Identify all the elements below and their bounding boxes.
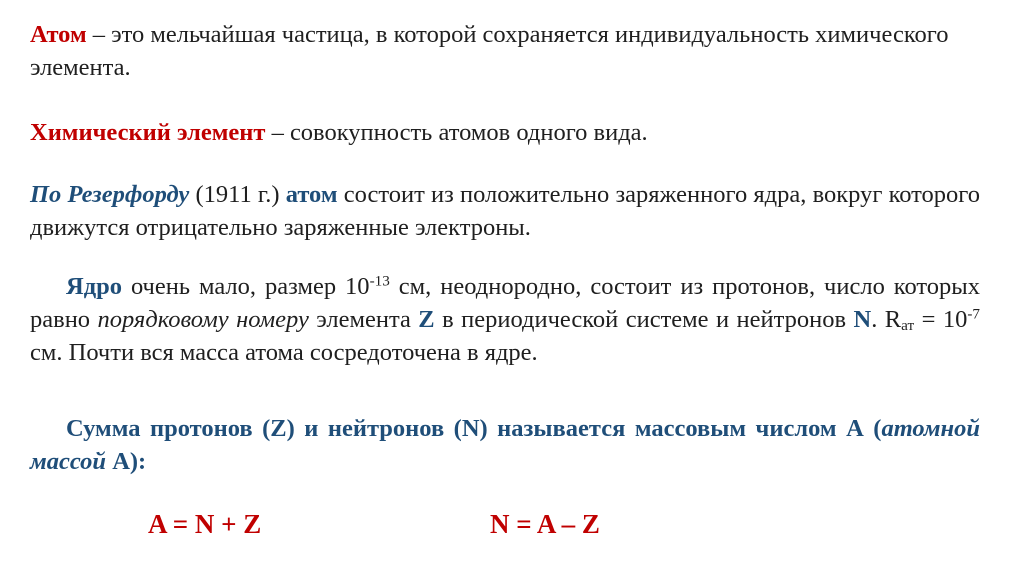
- rutherford-atom: атом: [285, 181, 338, 208]
- mass-number-text-2: А):: [106, 448, 147, 475]
- nucleus-text-2: см, неоднородно, состоит из протонов, число которых равно: [30, 273, 980, 333]
- radius-subscript: ат: [901, 317, 915, 335]
- atomic-mass-term: атомной массой: [30, 415, 980, 475]
- nucleus-text-6: = 10: [914, 306, 968, 333]
- rutherford-text: состоит из положительно заряженного ядра, вокруг которого движутся отрицательно заряженные электроны.: [30, 181, 980, 241]
- element-definition-text: – совокупность атомов одного вида.: [265, 119, 648, 146]
- nucleus-paragraph: [30, 270, 980, 369]
- rutherford-paragraph: [30, 178, 980, 244]
- atom-term: Атом: [30, 21, 87, 48]
- symbol-n: N: [853, 306, 872, 333]
- formula-a: A = N + Z: [148, 509, 262, 539]
- symbol-z: Z: [418, 306, 435, 333]
- nucleus-text-1: очень мало, размер 10: [121, 273, 370, 300]
- element-term: Химический элемент: [30, 119, 266, 146]
- nucleus-term: Ядро: [66, 273, 122, 300]
- nucleus-text-5: . R: [871, 306, 902, 333]
- nucleus-text-4: в периодической системе и нейтронов: [434, 306, 854, 333]
- atom-definition-text: – это мельчайшая частица, в которой сохраняется индивидуальность химического элемента.: [30, 21, 949, 81]
- radius-exponent: -7: [967, 305, 981, 323]
- formula-n: N = A – Z: [490, 509, 600, 539]
- element-definition: [30, 116, 980, 149]
- nucleus-size-exponent: -13: [369, 272, 390, 290]
- nucleus-text-7: см. Почти вся масса атома сосредоточена в ядре.: [30, 339, 538, 366]
- mass-number-paragraph: [30, 412, 980, 478]
- ordinal-number: порядковому номеру: [97, 306, 309, 333]
- atom-definition: [30, 18, 980, 84]
- rutherford-label: По Резерфорду: [30, 181, 190, 208]
- rutherford-year: (1911 г.): [189, 181, 286, 208]
- nucleus-text-3: элемента: [308, 306, 419, 333]
- mass-number-text-1: Сумма протонов (Z) и нейтронов (N) называется массовым числом А (: [66, 415, 882, 442]
